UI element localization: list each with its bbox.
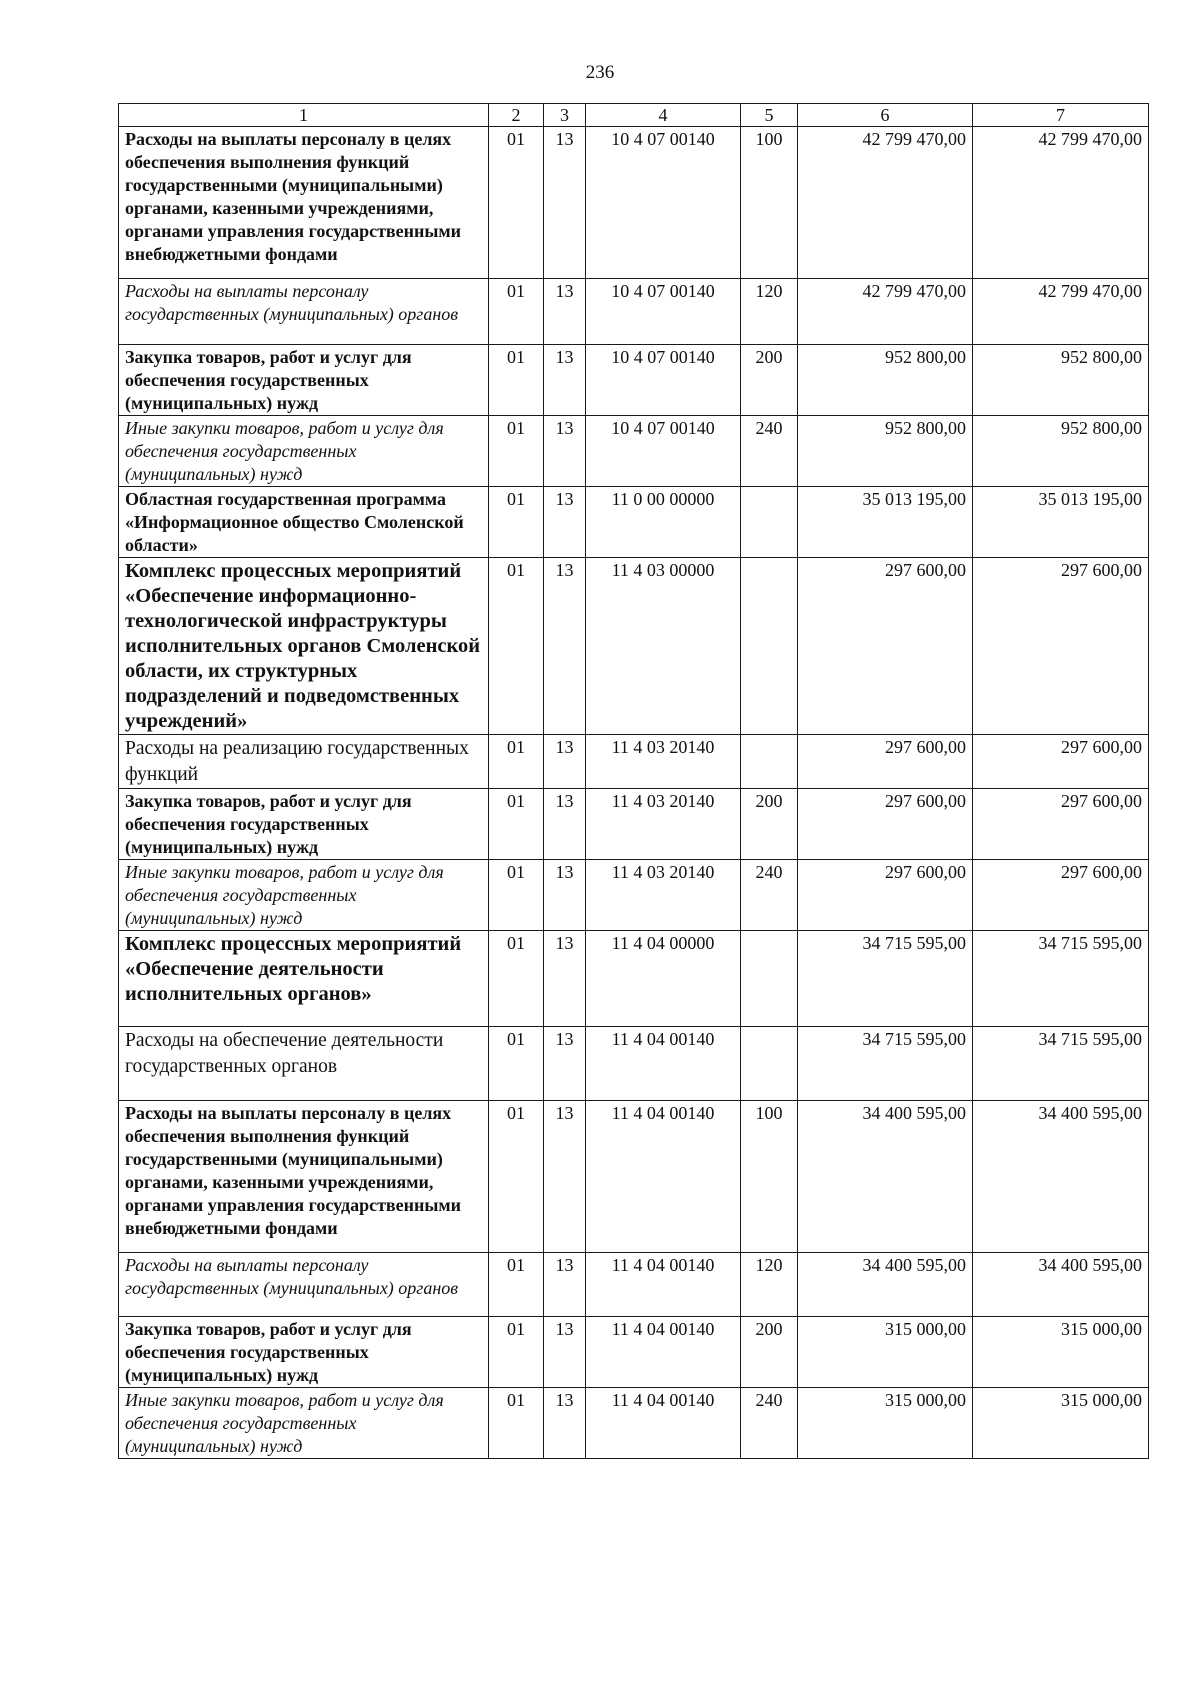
header-col-7: 7 (973, 104, 1149, 127)
cell-amount-1: 35 013 195,00 (798, 487, 973, 558)
header-col-3: 3 (544, 104, 586, 127)
cell-subsection: 13 (544, 558, 586, 735)
table-row (119, 279, 1149, 345)
cell-subsection: 13 (544, 416, 586, 487)
cell-expense-type (741, 931, 798, 1027)
cell-amount-1: 42 799 470,00 (798, 279, 973, 345)
cell-name: Закупка товаров, работ и услуг для обеспечения государственных (муниципальных) нужд (119, 345, 489, 416)
cell-section: 01 (489, 860, 544, 931)
cell-amount-2: 34 715 595,00 (973, 1027, 1149, 1101)
cell-section: 01 (489, 279, 544, 345)
cell-amount-2: 952 800,00 (973, 345, 1149, 416)
cell-name: Комплекс процессных мероприятий «Обеспечение информационно-технологической инфраструктуры исполнительных органов Смоленской области, их структурных подразделений и подведомственных учреждений» (119, 558, 489, 735)
cell-amount-2: 315 000,00 (973, 1317, 1149, 1388)
cell-name: Расходы на обеспечение деятельности государственных органов (119, 1027, 489, 1101)
cell-expense-type: 240 (741, 416, 798, 487)
cell-subsection: 13 (544, 931, 586, 1027)
cell-name: Расходы на выплаты персоналу в целях обеспечения выполнения функций государственными (муниципальными) органами, казенными учреждениями, органами управления государственными внебюджетными фондами (119, 127, 489, 279)
cell-amount-2: 297 600,00 (973, 860, 1149, 931)
table-row (119, 860, 1149, 931)
table-row (119, 735, 1149, 789)
cell-expense-type (741, 558, 798, 735)
cell-target-code: 11 4 04 00140 (586, 1101, 741, 1253)
cell-expense-type (741, 735, 798, 789)
cell-section: 01 (489, 416, 544, 487)
cell-expense-type: 240 (741, 1388, 798, 1459)
cell-amount-2: 297 600,00 (973, 558, 1149, 735)
cell-name: Расходы на выплаты персоналу государственных (муниципальных) органов (119, 1253, 489, 1317)
cell-amount-1: 315 000,00 (798, 1317, 973, 1388)
cell-amount-1: 34 715 595,00 (798, 931, 973, 1027)
header-col-4: 4 (586, 104, 741, 127)
cell-expense-type: 100 (741, 127, 798, 279)
cell-subsection: 13 (544, 1253, 586, 1317)
cell-amount-2: 315 000,00 (973, 1388, 1149, 1459)
cell-subsection: 13 (544, 127, 586, 279)
cell-subsection: 13 (544, 1101, 586, 1253)
cell-expense-type (741, 487, 798, 558)
cell-subsection: 13 (544, 735, 586, 789)
cell-amount-2: 297 600,00 (973, 789, 1149, 860)
table-row (119, 558, 1149, 735)
header-row (119, 104, 1149, 127)
cell-amount-2: 42 799 470,00 (973, 279, 1149, 345)
table-row (119, 1027, 1149, 1101)
cell-subsection: 13 (544, 279, 586, 345)
cell-name: Закупка товаров, работ и услуг для обеспечения государственных (муниципальных) нужд (119, 789, 489, 860)
cell-target-code: 10 4 07 00140 (586, 279, 741, 345)
cell-target-code: 10 4 07 00140 (586, 127, 741, 279)
cell-amount-1: 297 600,00 (798, 860, 973, 931)
cell-amount-2: 297 600,00 (973, 735, 1149, 789)
table-row (119, 1317, 1149, 1388)
cell-expense-type: 120 (741, 279, 798, 345)
table-row (119, 931, 1149, 1027)
table-row (119, 416, 1149, 487)
cell-amount-1: 34 400 595,00 (798, 1101, 973, 1253)
cell-expense-type: 240 (741, 860, 798, 931)
cell-amount-2: 42 799 470,00 (973, 127, 1149, 279)
cell-amount-1: 315 000,00 (798, 1388, 973, 1459)
cell-amount-1: 42 799 470,00 (798, 127, 973, 279)
cell-expense-type: 200 (741, 789, 798, 860)
cell-subsection: 13 (544, 1027, 586, 1101)
cell-section: 01 (489, 127, 544, 279)
cell-amount-2: 34 715 595,00 (973, 931, 1149, 1027)
cell-expense-type: 200 (741, 1317, 798, 1388)
cell-section: 01 (489, 345, 544, 416)
cell-section: 01 (489, 1388, 544, 1459)
table-row (119, 789, 1149, 860)
cell-section: 01 (489, 1027, 544, 1101)
header-col-6: 6 (798, 104, 973, 127)
page-number: 236 (585, 62, 615, 83)
cell-section: 01 (489, 735, 544, 789)
cell-target-code: 11 4 03 20140 (586, 860, 741, 931)
table-row (119, 1388, 1149, 1459)
cell-name: Комплекс процессных мероприятий «Обеспечение деятельности исполнительных органов» (119, 931, 489, 1027)
cell-target-code: 11 4 04 00140 (586, 1027, 741, 1101)
cell-name: Расходы на выплаты персоналу в целях обеспечения выполнения функций государственными (муниципальными) органами, казенными учреждениями, органами управления государственными внебюджетными фондами (119, 1101, 489, 1253)
table-row (119, 127, 1149, 279)
cell-target-code: 10 4 07 00140 (586, 416, 741, 487)
table-row (119, 1101, 1149, 1253)
cell-expense-type (741, 1027, 798, 1101)
cell-target-code: 11 0 00 00000 (586, 487, 741, 558)
cell-subsection: 13 (544, 789, 586, 860)
cell-target-code: 11 4 04 00140 (586, 1253, 741, 1317)
table-body (119, 127, 1149, 1459)
cell-amount-1: 297 600,00 (798, 735, 973, 789)
header-col-5: 5 (741, 104, 798, 127)
cell-section: 01 (489, 931, 544, 1027)
cell-name: Иные закупки товаров, работ и услуг для обеспечения государственных (муниципальных) нужд (119, 1388, 489, 1459)
cell-name: Расходы на выплаты персоналу государственных (муниципальных) органов (119, 279, 489, 345)
cell-amount-1: 34 715 595,00 (798, 1027, 973, 1101)
cell-amount-1: 952 800,00 (798, 416, 973, 487)
cell-target-code: 11 4 03 20140 (586, 789, 741, 860)
cell-target-code: 11 4 04 00000 (586, 931, 741, 1027)
cell-amount-2: 34 400 595,00 (973, 1253, 1149, 1317)
cell-target-code: 11 4 04 00140 (586, 1388, 741, 1459)
budget-table (118, 103, 1149, 1459)
table-row (119, 487, 1149, 558)
cell-subsection: 13 (544, 860, 586, 931)
cell-section: 01 (489, 558, 544, 735)
cell-section: 01 (489, 1101, 544, 1253)
cell-name: Расходы на реализацию государственных функций (119, 735, 489, 789)
cell-target-code: 10 4 07 00140 (586, 345, 741, 416)
header-col-2: 2 (489, 104, 544, 127)
cell-expense-type: 200 (741, 345, 798, 416)
cell-section: 01 (489, 487, 544, 558)
cell-amount-2: 34 400 595,00 (973, 1101, 1149, 1253)
cell-amount-2: 952 800,00 (973, 416, 1149, 487)
cell-subsection: 13 (544, 345, 586, 416)
cell-target-code: 11 4 03 00000 (586, 558, 741, 735)
cell-amount-1: 297 600,00 (798, 789, 973, 860)
cell-amount-1: 297 600,00 (798, 558, 973, 735)
cell-expense-type: 100 (741, 1101, 798, 1253)
cell-section: 01 (489, 1317, 544, 1388)
cell-name: Закупка товаров, работ и услуг для обеспечения государственных (муниципальных) нужд (119, 1317, 489, 1388)
cell-expense-type: 120 (741, 1253, 798, 1317)
cell-target-code: 11 4 04 00140 (586, 1317, 741, 1388)
cell-name: Иные закупки товаров, работ и услуг для обеспечения государственных (муниципальных) нужд (119, 860, 489, 931)
cell-name: Иные закупки товаров, работ и услуг для обеспечения государственных (муниципальных) нужд (119, 416, 489, 487)
cell-subsection: 13 (544, 1317, 586, 1388)
table-row (119, 345, 1149, 416)
cell-amount-1: 952 800,00 (798, 345, 973, 416)
cell-section: 01 (489, 789, 544, 860)
cell-target-code: 11 4 03 20140 (586, 735, 741, 789)
table-row (119, 1253, 1149, 1317)
cell-subsection: 13 (544, 487, 586, 558)
cell-section: 01 (489, 1253, 544, 1317)
cell-subsection: 13 (544, 1388, 586, 1459)
cell-amount-1: 34 400 595,00 (798, 1253, 973, 1317)
cell-name: Областная государственная программа «Информационное общество Смоленской области» (119, 487, 489, 558)
header-col-1: 1 (119, 104, 489, 127)
cell-amount-2: 35 013 195,00 (973, 487, 1149, 558)
